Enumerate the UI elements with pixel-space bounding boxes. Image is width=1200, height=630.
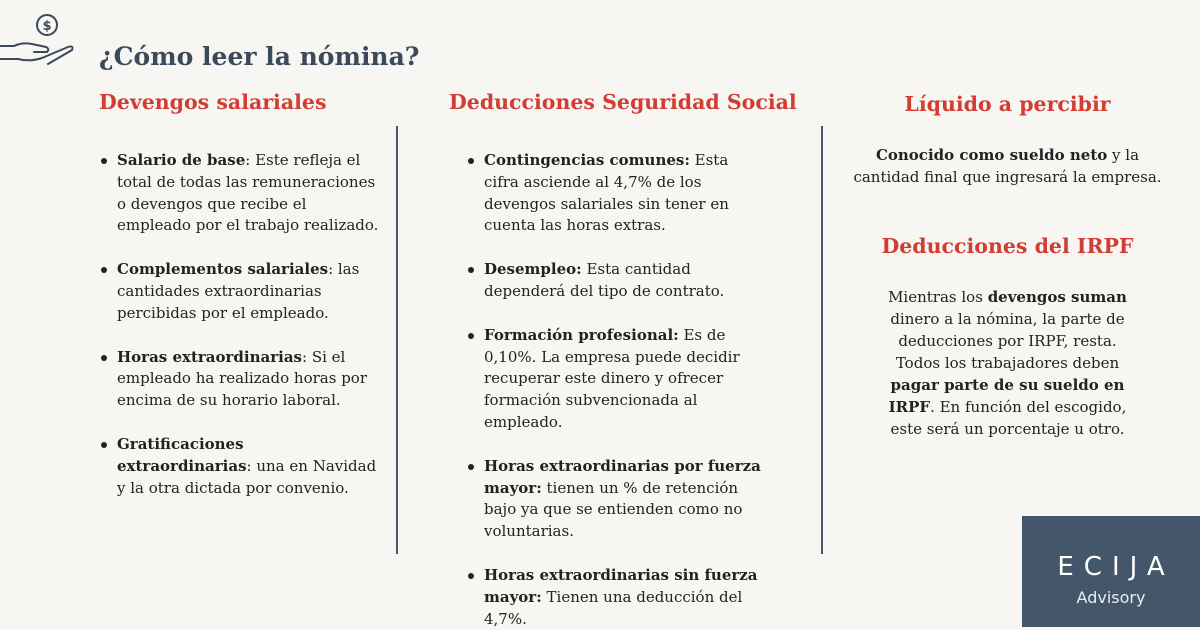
brand-subtitle: Advisory xyxy=(1076,588,1146,607)
list-item: Horas extraordinarias: Si el empleado ha realizado horas por encima de su horario laboral. xyxy=(99,347,379,412)
devengos-column xyxy=(99,90,379,499)
list-item: Gratificaciones extraordinarias: una en Navidad y la otra dictada por convenio. xyxy=(99,434,379,499)
devengos-heading: Devengos salariales xyxy=(99,90,327,114)
liquido-text: Conocido como sueldo neto y la cantidad final que ingresará la empresa. xyxy=(853,146,1162,186)
header xyxy=(0,12,600,72)
money-hand-icon xyxy=(0,12,78,68)
devengos-list xyxy=(99,150,379,499)
liquido-heading: Líquido a percibir xyxy=(904,92,1111,116)
brand-name: ECIJA xyxy=(1057,552,1175,582)
irpf-text: Mientras los devengos suman dinero a la nómina, la parte de deducciones por IRPF, resta. Todos los trabajadores deben pagar parte de su sueldo en IRPF. En función del escogido, este será un porcentaje u otro. xyxy=(888,288,1127,438)
svg-text:$: $ xyxy=(42,19,52,34)
list-item: Formación profesional: Es de 0,10%. La empresa puede decidir recuperar este dinero y ofrecer formación subvencionada al empleado. xyxy=(466,325,761,434)
list-item: Horas extraordinarias por fuerza mayor: tienen un % de retención bajo ya que se entienden como no voluntarias. xyxy=(466,456,761,543)
column-divider xyxy=(396,126,398,554)
brand-logo xyxy=(1022,516,1200,627)
list-item: Horas extraordinarias sin fuerza mayor: Tienen una deducción del 4,7%. xyxy=(466,565,761,630)
list-item: Contingencias comunes: Esta cifra asciende al 4,7% de los devengos salariales sin tener en cuenta las horas extras. xyxy=(466,150,761,237)
deducciones-ss-heading: Deducciones Seguridad Social xyxy=(449,90,797,114)
page-title: ¿Cómo leer la nómina? xyxy=(99,42,420,71)
deducciones-ss-column xyxy=(449,90,797,630)
irpf-heading: Deducciones del IRPF xyxy=(881,234,1134,258)
list-item: Desempleo: Esta cantidad dependerá del tipo de contrato. xyxy=(466,259,761,303)
deducciones-ss-list xyxy=(466,150,761,630)
list-item: Salario de base: Este refleja el total de todas las remuneraciones o devengos que recibe el empleado por el trabajo realizado. xyxy=(99,150,379,237)
column-divider xyxy=(821,126,823,554)
liquido-column xyxy=(850,92,1165,440)
list-item: Complementos salariales: las cantidades extraordinarias percibidas por el empleado. xyxy=(99,259,379,324)
